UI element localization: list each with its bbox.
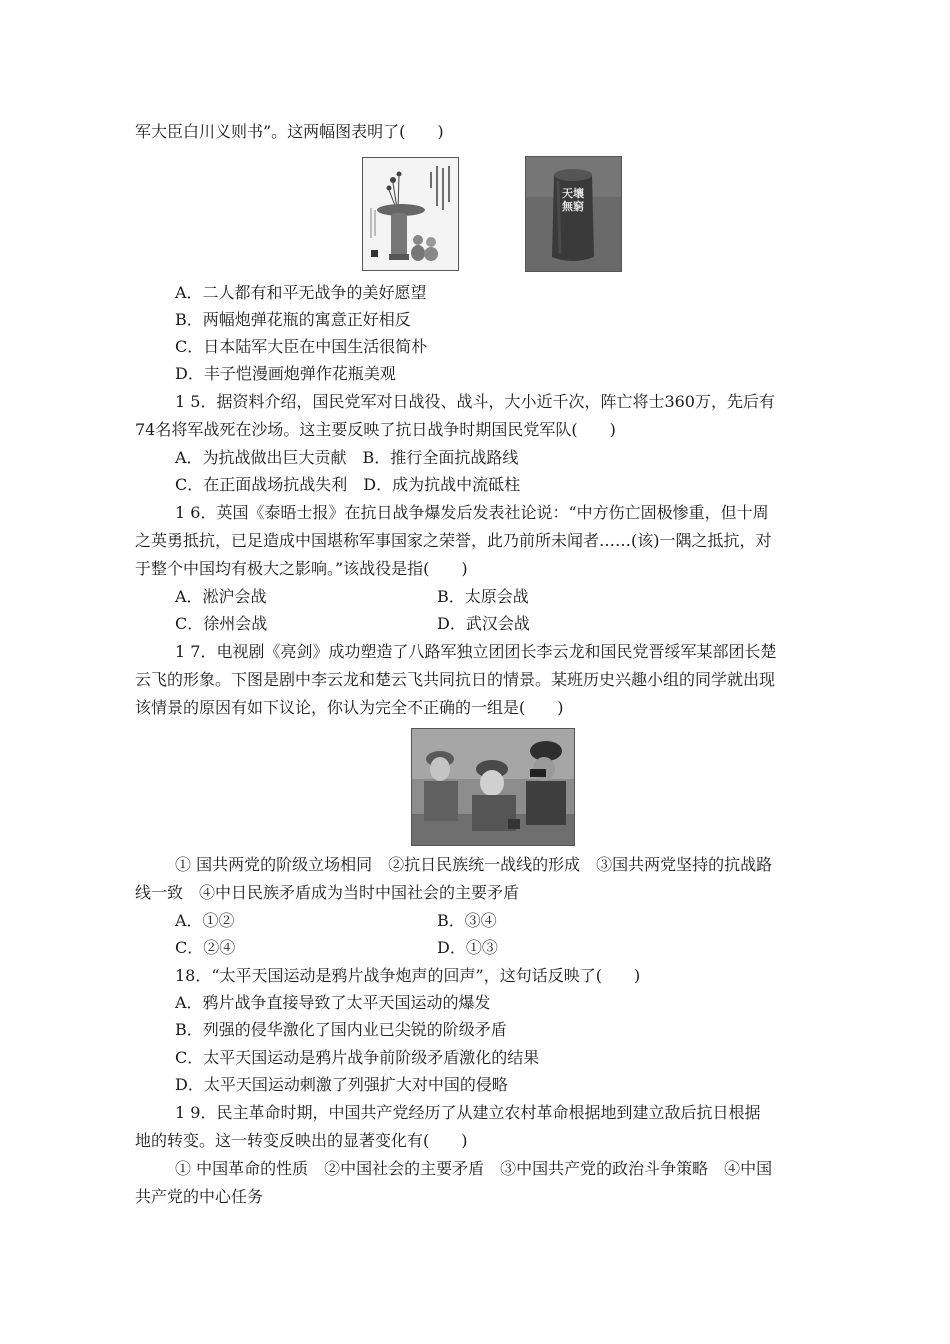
- q18-option-a: A．鸦片战争直接导致了太平天国运动的爆发: [175, 993, 491, 1012]
- q16-option-d: D．武汉会战: [437, 614, 530, 633]
- q16-stem-line3: 于整个中国均有极大之影响。”该战役是指( ): [135, 559, 468, 578]
- q14-option-a: A．二人都有和平无战争的美好愿望: [175, 283, 427, 302]
- q19-items-line1: ① 中国革命的性质 ②中国社会的主要矛盾 ③中国共产党的政治斗争策略 ④中国: [175, 1159, 773, 1178]
- q16-option-b: B．太原会战: [437, 587, 529, 606]
- q18-option-b: B．列强的侵华激化了国内业已尖锐的阶级矛盾: [175, 1020, 507, 1039]
- cartoon-vase-image: [362, 157, 459, 271]
- q16-stem-line1: 1 6．英国《泰晤士报》在抗日战争爆发后发表社论说：“中方伤亡固极惨重，但十周: [175, 503, 769, 522]
- q19-stem-line1: 1 9．民主革命时期，中国共产党经历了从建立农村革命根据地到建立敌后抗日根据: [175, 1103, 761, 1122]
- q18-stem: 18．“太平天国运动是鸦片战争炮声的回声”，这句话反映了( ): [175, 966, 641, 985]
- q18-option-c: C．太平天国运动是鸦片战争前阶级矛盾激化的结果: [175, 1048, 540, 1067]
- q17-items-line2: 线一致 ④中日民族矛盾成为当时中国社会的主要矛盾: [135, 883, 520, 902]
- q15-stem-line1: 1 5．据资料介绍，国民党军对日战役、战斗，大小近千次，阵亡将士360万，先后有: [175, 392, 775, 411]
- q17-stem-line2: 云飞的形象。下图是剧中李云龙和楚云飞共同抗日的情景。某班历史兴趣小组的同学就出现: [135, 670, 776, 689]
- shell-vase-photo: [525, 156, 622, 272]
- q14-option-b: B．两幅炮弹花瓶的寓意正好相反: [175, 310, 411, 329]
- q18-option-d: D．太平天国运动刺激了列强扩大对中国的侵略: [175, 1075, 508, 1094]
- q19-items-line2: 共产党的中心任务: [135, 1187, 264, 1206]
- shell-vase-inscription: 天壤無窮: [562, 187, 584, 213]
- q17-stem-line3: 该情景的原因有如下议论，你认为完全不正确的一组是( ): [135, 698, 564, 717]
- q17-stem-line1: 1 7．电视剧《亮剑》成功塑造了八路军独立团团长李云龙和国民党晋绥军某部团长楚: [175, 642, 777, 661]
- q15-options-row1: A．为抗战做出巨大贡献 B．推行全面抗战路线: [175, 448, 519, 467]
- q15-stem-line2: 74名将军战死在沙场。这主要反映了抗日战争时期国民党军队( ): [135, 420, 616, 439]
- q15-options-row2: C．在正面战场抗战失利 D．成为抗战中流砥柱: [175, 475, 521, 494]
- q17-option-d: D．①③: [437, 938, 498, 957]
- drama-still-drawing: [412, 729, 574, 845]
- q17-items-line1: ① 国共两党的阶级立场相同 ②抗日民族统一战线的形成 ③国共两党坚持的抗战路: [175, 855, 773, 874]
- cartoon-vase-drawing: [363, 158, 458, 270]
- q16-option-c: C．徐州会战: [175, 614, 268, 633]
- drama-still-photo: [411, 728, 575, 846]
- q19-stem-line2: 地的转变。这一转变反映出的显著变化有( ): [135, 1131, 468, 1150]
- q17-option-b: B．③④: [437, 911, 497, 930]
- shell-vase-drawing: [526, 157, 621, 271]
- q16-option-a: A．淞沪会战: [175, 587, 267, 606]
- q14-option-c: C．日本陆军大臣在中国生活很简朴: [175, 337, 428, 356]
- q14-stem-tail: 军大臣白川义则书”。这两幅图表明了( ): [135, 122, 444, 141]
- q16-stem-line2: 之英勇抵抗，已足造成中国堪称军事国家之荣誉，此乃前所未闻者……(该)一隅之抵抗，对: [135, 531, 772, 550]
- q14-option-d: D．丰子恺漫画炮弹作花瓶美观: [175, 364, 396, 383]
- q17-option-a: A．①②: [175, 911, 235, 930]
- q17-option-c: C．②④: [175, 938, 236, 957]
